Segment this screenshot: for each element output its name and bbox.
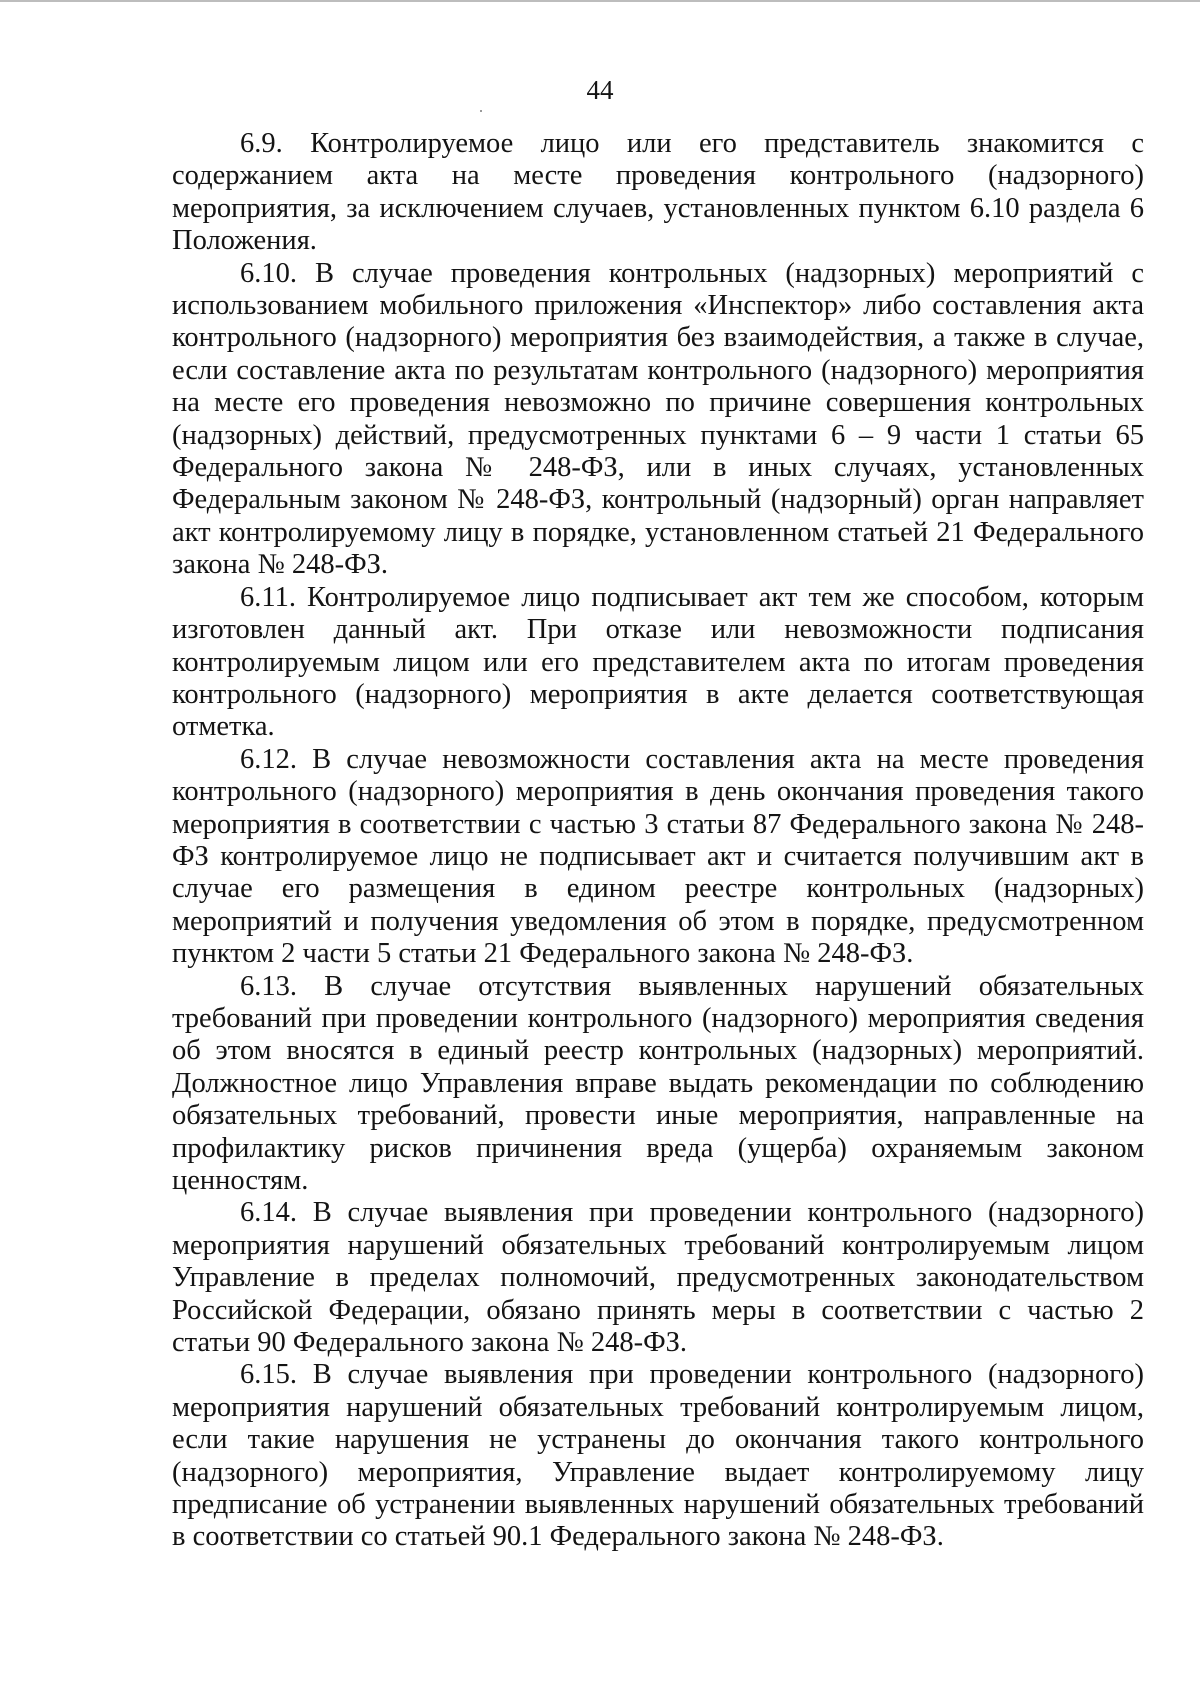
- paragraph-6-11: 6.11. Контролируемое лицо подписывает акт тем же способом, которым изготовлен данный акт. При отказе или невозможности подписания контролируемым лицом или его представителем акта по итогам проведения контрольного (надзорного) мероприятия в акте делается соответствующая отметка.: [172, 581, 1144, 743]
- page-number: 44: [586, 75, 614, 105]
- paragraph-6-10: 6.10. В случае проведения контрольных (надзорных) мероприятий с использованием мобильного приложения «Инспектор» либо составления акта контрольного (надзорного) мероприятия без взаимодействия, а также в случае, если составление акта по результатам контрольного (надзорного) мероприятия на месте его проведения невозможно по причине совершения контрольных (надзорных) действий, предусмотренных пунктами 6 – 9 части 1 статьи 65 Федерального закона № 248-ФЗ, или в иных случаях, установленных Федеральным законом № 248-ФЗ, контрольный (надзорный) орган направляет акт контролируемому лицу в порядке, установленном статьей 21 Федерального закона № 248-ФЗ.: [172, 257, 1144, 581]
- paragraph-6-12: 6.12. В случае невозможности составления акта на месте проведения контрольного (надзорного) мероприятия в день окончания проведения такого мероприятия в соответствии с частью 3 статьи 87 Федерального закона № 248-ФЗ контролируемое лицо не подписывает акт и считается получившим акт в случае его размещения в едином реестре контрольных (надзорных) мероприятий и получения уведомления об этом в порядке, предусмотренном пунктом 2 части 5 статьи 21 Федерального закона № 248-ФЗ.: [172, 743, 1144, 970]
- scan-top-edge: [0, 0, 1200, 2]
- paragraph-6-14: 6.14. В случае выявления при проведении контрольного (надзорного) мероприятия нарушений обязательных требований контролируемым лицом Управление в пределах полномочий, предусмотренных законодательством Российской Федерации, обязано принять меры в соответствии с частью 2 статьи 90 Федерального закона № 248-ФЗ.: [172, 1197, 1144, 1359]
- paragraph-6-15: 6.15. В случае выявления при проведении контрольного (надзорного) мероприятия нарушений обязательных требований контролируемым лицом, если такие нарушения не устранены до окончания такого контрольного (надзорного) мероприятия, Управление выдает контролируемому лицу предписание об устранении выявленных нарушений обязательных требований в соответствии со статьей 90.1 Федерального закона № 248-ФЗ.: [172, 1359, 1144, 1553]
- paragraph-6-13: 6.13. В случае отсутствия выявленных нарушений обязательных требований при проведении контрольного (надзорного) мероприятия сведения об этом вносятся в единый реестр контрольных (надзорных) мероприятий. Должностное лицо Управления вправе выдать рекомендации по соблюдению обязательных требований, провести иные мероприятия, направленные на профилактику рисков причинения вреда (ущерба) охраняемым законом ценностям.: [172, 970, 1144, 1196]
- document-body: [172, 128, 1144, 1554]
- scan-speck: [480, 110, 482, 112]
- paragraph-6-9: 6.9. Контролируемое лицо или его представитель знакомится с содержанием акта на месте проведения контрольного (надзорного) мероприятия, за исключением случаев, установленных пунктом 6.10 раздела 6 Положения.: [172, 128, 1144, 257]
